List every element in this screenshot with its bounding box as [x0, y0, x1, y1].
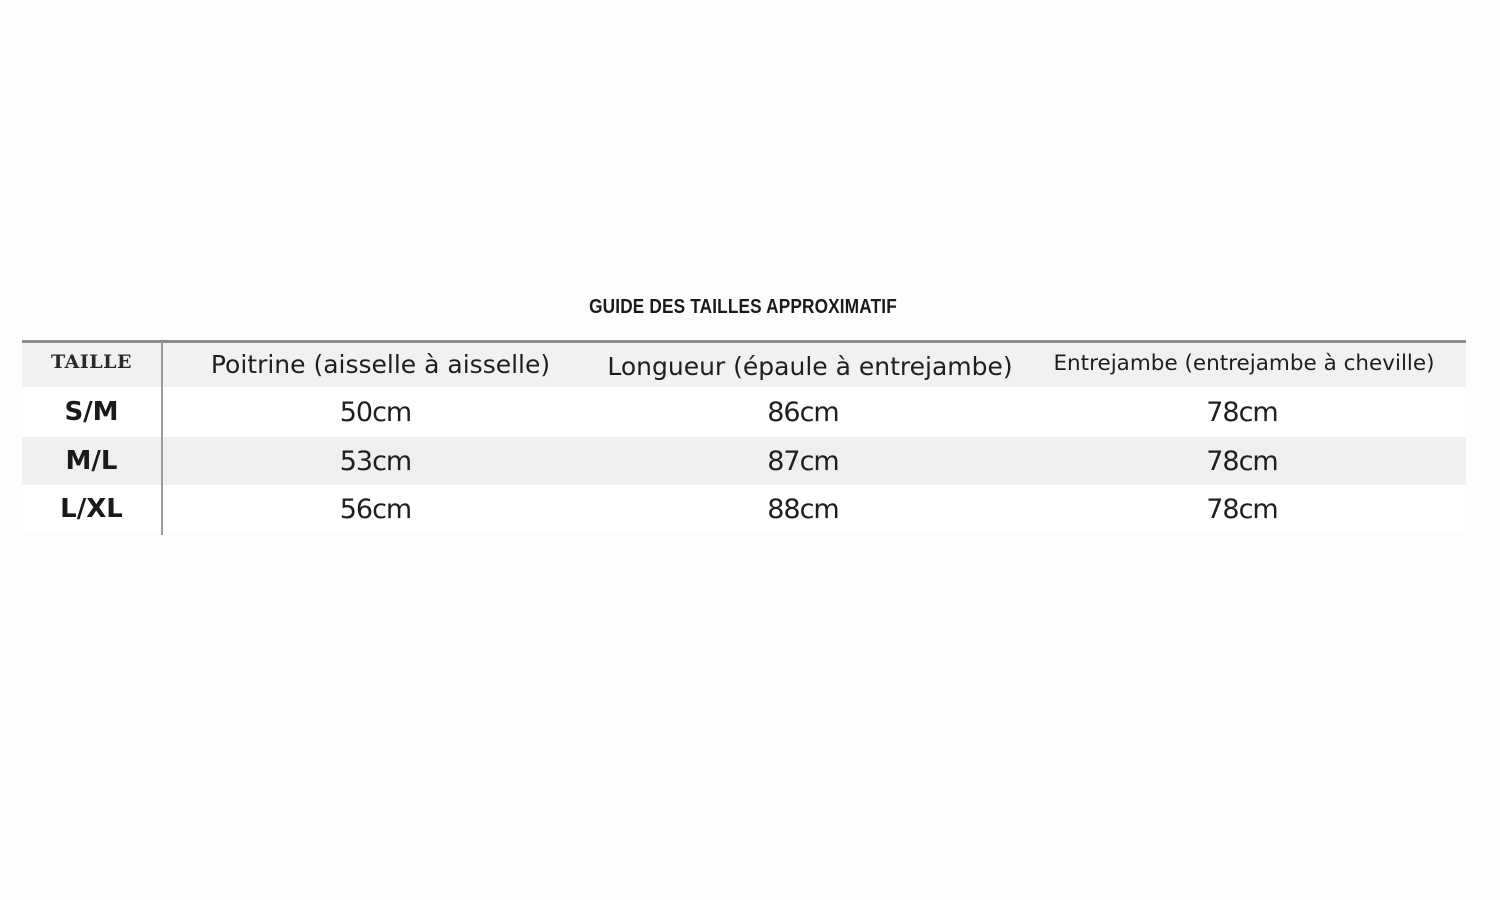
header-length-label: Longueur (épaule à entrejambe)	[607, 351, 1013, 381]
chest-value: 53cm	[339, 445, 412, 477]
length-cell	[598, 485, 1022, 533]
size-cell	[22, 485, 161, 533]
header-cell-length	[598, 343, 1022, 387]
header-chest-label: Poitrine (aisselle à aisselle)	[210, 349, 551, 379]
inseam-cell	[1022, 485, 1466, 533]
chest-value: 56cm	[339, 493, 412, 525]
length-value: 86cm	[767, 396, 839, 428]
header-cell-chest	[163, 343, 598, 387]
length-cell	[598, 387, 1022, 437]
size-label: M/L	[65, 446, 118, 476]
length-value: 88cm	[767, 493, 839, 525]
header-size-label: TAILLE	[51, 351, 132, 373]
size-label: S/M	[64, 397, 119, 427]
table-header-row	[22, 343, 1466, 387]
header-cell-size	[22, 343, 161, 387]
chest-cell	[163, 437, 598, 485]
size-guide-title: GUIDE DES TAILLES APPROXIMATIF	[589, 296, 897, 318]
inseam-value: 78cm	[1206, 445, 1278, 477]
inseam-value: 78cm	[1206, 493, 1278, 525]
table-row	[22, 437, 1466, 485]
size-cell	[22, 437, 161, 485]
table-top-rule	[22, 340, 1466, 343]
size-column-divider	[161, 342, 163, 535]
inseam-value: 78cm	[1206, 396, 1278, 428]
inseam-cell	[1022, 387, 1466, 437]
inseam-cell	[1022, 437, 1466, 485]
size-cell	[22, 387, 161, 437]
chest-cell	[163, 387, 598, 437]
size-table	[22, 340, 1466, 535]
chest-value: 50cm	[339, 396, 412, 428]
header-inseam-label: Entrejambe (entrejambe à cheville)	[1053, 350, 1435, 376]
table-row	[22, 485, 1466, 533]
table-row	[22, 387, 1466, 437]
length-value: 87cm	[767, 445, 839, 477]
chest-cell	[163, 485, 598, 533]
header-cell-inseam	[1022, 343, 1466, 387]
length-cell	[598, 437, 1022, 485]
size-label: L/XL	[60, 494, 123, 524]
